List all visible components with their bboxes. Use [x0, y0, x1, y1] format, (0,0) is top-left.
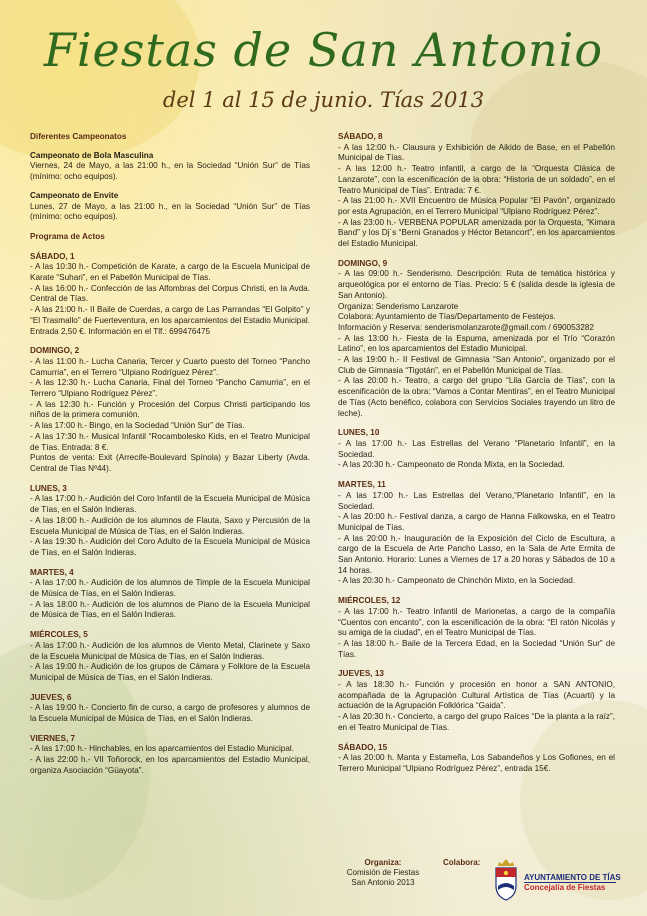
- section-heading: Diferentes Campeonatos: [30, 132, 127, 141]
- event-text: Viernes, 24 de Mayo, a las 21:00 h., en la Sociedad “Unión Sur” de Tías (mínimo: ocho equipos).: [30, 161, 310, 182]
- event-item: - A las 18:30 h.- Función y procesión en honor a SAN ANTONIO, acompañada de la Agrupación Cultural Artística de Tías (Acuarti) y la actuación de la Agrupación Folklórica “Gaida”.: [338, 680, 615, 711]
- event-title: Campeonato de Bola Masculina: [30, 150, 154, 160]
- event-item: - A las 18:00 h.- Audición de los alumnos de Flauta, Saxo y Percusión de la Escuela Municipal de Música de Tías, en el Salón Indieras.: [30, 515, 310, 536]
- day-heading: VIERNES, 7: [30, 733, 76, 743]
- event-item: - A las 22:00 h.- VII Toñorock, en los aparcamientos del Estadio Municipal, organiza Asociación “Güayota”.: [30, 755, 310, 775]
- coat-of-arms-icon: [492, 856, 520, 902]
- event-item: - A las 17:30 h.- Musical Infantil “Rocambolesko Kids, en el Teatro Municipal de Tías. Entrada: 8 €.: [30, 431, 310, 452]
- event-item: - A las 20:30 h.- Campeonato de Chinchón Mixto, en la Sociedad.: [338, 576, 576, 586]
- event-item: - A las 19:00 h.- Audición de los grupos de Cámara y Folklore de la Escuela Municipal de Música de Tías, en el Salón Indieras.: [30, 662, 310, 682]
- event-item: - A las 16:00 h.- Confección de las Alfombras del Corpus Christi, en la Avda. Central de Tías.: [30, 283, 310, 304]
- event-item: - A las 21:00 h.- XVII Encuentro de Música Popular “El Pavón”, organizado por esta Agrupación, en el Terrero Municipal “Ulpiano Rodríguez Pérez”.: [338, 196, 615, 216]
- event-item: - A las 20:30 h.- Campeonato de Ronda Mixta, en la Sociedad.: [338, 460, 565, 470]
- day-heading: JUEVES, 13: [338, 669, 384, 679]
- day-heading: JUEVES, 6: [30, 692, 72, 702]
- day-heading: SÁBADO, 15: [338, 742, 388, 752]
- event-item: - A las 20:00 h.- Festival danza, a cargo de Hanna Falkowska, en el Teatro Municipal de Tías.: [338, 512, 615, 532]
- day-heading: SÁBADO, 8: [338, 132, 383, 141]
- day-heading: LUNES, 3: [30, 483, 67, 493]
- event-item: - A las 20:30 h.- Concierto, a cargo del grupo Raíces “De la planta a la raíz”, en el Teatro Municipal de Tías.: [338, 712, 615, 732]
- event-item: - A las 12:00 h.- Teatro infantil, a cargo de la “Orquesta Clásica de Lanzarote”, con la escenificación de la obra: “Historia de un soldado”, en el Teatro Municipal de Tías”. Entrada: 7 €.: [338, 164, 615, 195]
- event-item: - A las 17:00 h.- Teatro Infantil de Marionetas, a cargo de la compañía “Cuentos con encanto”, con la escenificación de la obra: “El ratón Nicolás y su amiga de la ciudad”, en el Teatro Municipal de Tías.: [338, 606, 615, 638]
- event-item: - A las 18:00 h.- Baile de la Tercera Edad, en la Sociedad “Unión Sur” de Tías.: [338, 638, 615, 659]
- day-heading: MARTES, 11: [338, 480, 386, 490]
- event-item: - A las 17:00 h.- Bingo, en la Sociedad “Unión Sur” de Tías.: [30, 421, 245, 431]
- event-title: Campeonato de Envite: [30, 190, 119, 200]
- event-item: - A las 13:00 h.- Fiesta de la Espuma, amenizada por el Trío “Corazón Latino”, en los aparcamientos del Estadio Municipal.: [338, 333, 615, 354]
- colabora-label: Colabora:: [443, 858, 481, 867]
- page-subtitle: del 1 al 15 de junio. Tías 2013: [162, 88, 485, 112]
- day-heading: MARTES, 4: [30, 567, 74, 577]
- organiza-line: Comisión de Fiestas: [346, 868, 420, 877]
- event-item: - A las 20:00 h. Manta y Estameña, Los Sabandeños y Los Gofiones, en el Terrero Municipal “Ulpiano Rodríguez Pérez”, entrada 15€.: [338, 753, 615, 773]
- day-heading: MIÉRCOLES, 5: [30, 630, 88, 640]
- event-item: - A las 21:00 h.- II Baile de Cuerdas, a cargo de Las Parrandas “El Golpito” y “El Trasmallo” de Fuerteventura, en los aparcamientos del Estadio Municipal. Entrada 2,50 €. Información en el Tlf.: 699476475: [30, 305, 310, 336]
- ayuntamiento-name: AYUNTAMIENTO DE TÍAS: [524, 873, 621, 882]
- concejalia-name: Concejalía de Fiestas: [524, 883, 606, 892]
- event-item: - A las 20:00 h.- Inauguración de la Exposición del Ciclo de Escultura, a cargo de la Escuela de Arte Pancho Lasso, en la Sala de Arte Ermita de San Antonio. Horario: Lunes a Viernes de 17 a 20 horas y Sábados de 10 a 14 horas.: [338, 533, 615, 575]
- section-heading: Programa de Actos: [30, 231, 105, 241]
- event-item: - A las 12:30 h.- Función y Procesión del Corpus Christi participando los niños de la primera comunión.: [30, 399, 310, 420]
- day-heading: SÁBADO, 1: [30, 251, 75, 261]
- event-item: - A las 10:30 h.- Competición de Karate, a cargo de la Escuela Municipal de Karate “Suhari”, en el Pabellón Municipal de Tías.: [30, 262, 310, 283]
- day-heading: DOMINGO, 9: [338, 258, 388, 268]
- event-item: - A las 23:00 h.- VERBENA POPULAR amenizada por la Orquesta, “Kimara Band” y los Dj´s “Berni Granados y Héctor Betancort”, en los aparcamientos del Estadio Municipal.: [338, 217, 615, 249]
- event-item: - A las 12:30 h.- Lucha Canaria, Final del Torneo “Pancho Camurria”, en el Terrero “Ulpiano Rodríguez Pérez”.: [30, 378, 310, 399]
- event-text: Lunes, 27 de Mayo, a las 21:00 h., en la Sociedad “Unión Sur” de Tías (mínimo: ocho equipos).: [30, 201, 310, 222]
- event-item: - A las 17:00 h.- Audición de los alumnos de Viento Metal, Clarinete y Saxo de la Escuela Municipal de Música de Tías, en el Salón Indieras.: [30, 640, 310, 661]
- event-item: - A las 17:00 h.- Las Estrellas del Verano,“Planetario Infantil”, en la Sociedad.: [338, 490, 615, 511]
- day-heading: MIÉRCOLES, 12: [338, 596, 401, 606]
- event-item: - A las 17:00 h.- Audición de los alumnos de Timple de la Escuela Municipal de Música de Tías, en el Salón Indieras.: [30, 578, 310, 599]
- organiza-label: Organiza:: [364, 858, 402, 867]
- organizer-block: [338, 858, 428, 888]
- event-item: - A las 19:00 h.- Concierto fin de curso, a cargo de profesores y alumnos de la Escuela Municipal de Música de Tías, en el Salón Indieras.: [30, 703, 310, 724]
- event-item: Colabora: Ayuntamiento de Tías/Departamento de Festejos.: [338, 312, 556, 322]
- event-item: - A las 17:00 h.- Las Estrellas del Verano “Planetario Infantil”, en la Sociedad.: [338, 438, 615, 459]
- page-title: Fiestas de San Antonio: [43, 23, 604, 77]
- right-column: [338, 132, 615, 775]
- day-heading: LUNES, 10: [338, 428, 380, 438]
- event-item: - A las 11:00 h.- Lucha Canaria, Tercer y Cuarto puesto del Torneo “Pancho Camurria”, en el Terrero “Ulpiano Rodríguez Pérez”.: [30, 356, 310, 377]
- event-item: - A las 17:00 h.- Hinchables, en los aparcamientos del Estadio Municipal.: [30, 744, 294, 754]
- event-item: Organiza: Senderismo Lanzarote: [338, 301, 459, 311]
- event-item: - A las 20:00 h.- Teatro, a cargo del grupo “Lila García de Tías”, con la escenificación de la obra: “Vamos a Contar Mentiras”, en el Teatro Municipal de Tías (Acto benéfico, colabora con Servicios Sociales trayendo un litro de leche).: [338, 376, 615, 418]
- event-item: Información y Reserva: senderismolanzarote@gmail.com / 690053282: [338, 322, 594, 332]
- event-item: - A las 18:00 h.- Audición de los alumnos de Piano de la Escuela Municipal de Música de Tías, en el Salón Indieras.: [30, 599, 310, 620]
- left-column: [30, 132, 310, 777]
- event-item: - A las 17:00 h.- Audición del Coro Infantil de la Escuela Municipal de Música de Tías, en el Salón Indieras.: [30, 494, 310, 515]
- day-heading: DOMINGO, 2: [30, 346, 80, 356]
- event-item: - A las 19:30 h.- Audición del Coro Adulto de la Escuela Municipal de Música de Tías, en el Salón Indieras.: [30, 537, 310, 557]
- organiza-line: San Antonio 2013: [351, 878, 415, 887]
- event-item: - A las 09:00 h.- Senderismo. Descripción: Ruta de temática histórica y arqueológica por el entorno de Tías. Precio: 5 € (salida desde la iglesia de San Antonio).: [338, 269, 615, 300]
- ayuntamiento-logo: [488, 856, 621, 910]
- event-item: Puntos de venta: Exit (Arrecife-Boulevard Spínola) y Bazar Liberty (Avda. Central de Tías Nº44).: [30, 453, 310, 473]
- event-item: - A las 19:00 h.- II Festival de Gimnasia “San Antonio”, organizado por el Club de Gimnasia “Tigotán”, en el Pabellón Municipal de Tías.: [338, 355, 615, 375]
- event-item: - A las 12:00 h.- Clausura y Exhibición de Aikido de Base, en el Pabellón Municipal de Tías.: [338, 142, 615, 163]
